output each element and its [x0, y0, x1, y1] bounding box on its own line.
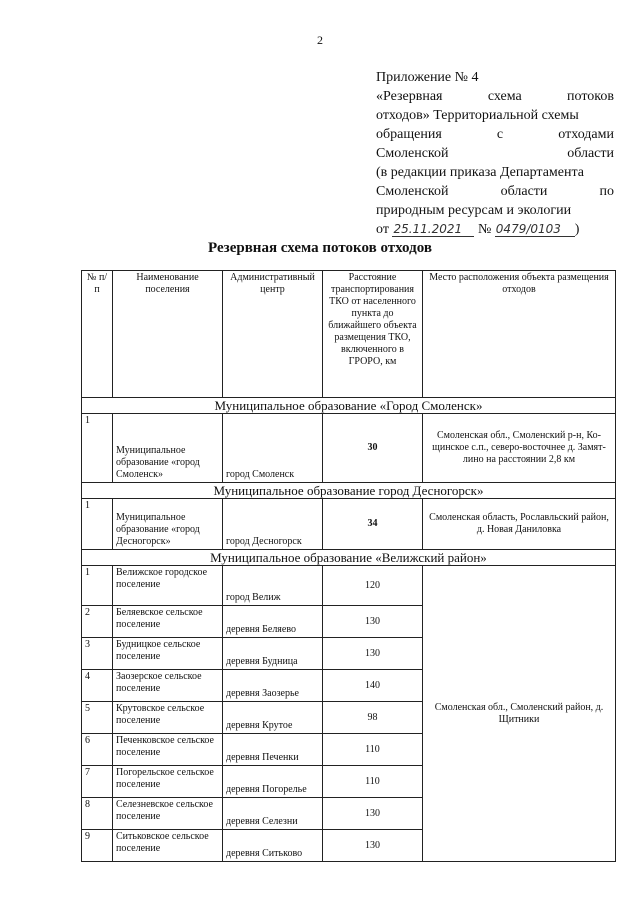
row-name: Селезневское сельское поселение [113, 798, 223, 830]
row-num: 1 [82, 566, 113, 606]
row-location: Смоленская обл., Смоленский р-н, Ко-щинское с.п., северо-восточнее д. Замят-лино на расстоянии 2,8 км [423, 414, 616, 483]
row-center: деревня Беляево [223, 606, 323, 638]
header-name: Наименование поселения [113, 271, 223, 398]
appendix-line-7 [376, 182, 614, 201]
row-name: Крутовское сельское поселение [113, 702, 223, 734]
row-distance: 130 [323, 830, 423, 862]
row-name: Печенковское сельское поселение [113, 734, 223, 766]
row-name: Муниципальное образование «город Смоленск» [113, 414, 223, 483]
row-distance: 110 [323, 734, 423, 766]
word: отходами [558, 127, 614, 142]
row-name: Заозерское сельское поселение [113, 670, 223, 702]
row-num: 3 [82, 638, 113, 670]
table-row [82, 566, 616, 606]
appendix-line-5 [376, 144, 614, 163]
word: области [567, 146, 614, 161]
appendix-header [376, 68, 614, 239]
row-center: деревня Заозерье [223, 670, 323, 702]
row-center: деревня Печенки [223, 734, 323, 766]
row-name: Будницкое сельское поселение [113, 638, 223, 670]
row-center: город Смоленск [223, 414, 323, 483]
row-num: 1 [82, 414, 113, 483]
document-title: Резервная схема потоков отходов [208, 240, 432, 256]
number-label: № [477, 222, 492, 237]
header-distance: Расстояние транспортирования ТКО от населенного пункта до ближайшего объекта размещения ТКО, включенного в ГРОРО, км [323, 271, 423, 398]
row-name: Ситьковское сельское поселение [113, 830, 223, 862]
row-distance: 120 [323, 566, 423, 606]
row-distance: 130 [323, 606, 423, 638]
waste-flow-table [81, 270, 616, 862]
appendix-line-3: отходов» Территориальной схемы [376, 108, 579, 123]
page-number: 2 [317, 33, 323, 47]
appendix-line-2 [376, 87, 614, 106]
word: «Резервная [376, 89, 443, 104]
row-center: деревня Селезни [223, 798, 323, 830]
table-row [82, 499, 616, 550]
closing-paren: ) [574, 222, 580, 237]
row-distance: 130 [323, 638, 423, 670]
word: Смоленской [376, 146, 449, 161]
header-center: Административный центр [223, 271, 323, 398]
section-row [82, 550, 616, 566]
section-row [82, 398, 616, 414]
row-num: 2 [82, 606, 113, 638]
row-name: Беляевское сельское поселение [113, 606, 223, 638]
row-center: деревня Крутое [223, 702, 323, 734]
section-title: Муниципальное образование «Город Смоленск» [82, 398, 616, 414]
row-num: 8 [82, 798, 113, 830]
header-num: № п/п [82, 271, 113, 398]
row-distance: 140 [323, 670, 423, 702]
row-center: деревня Ситьково [223, 830, 323, 862]
appendix-date-line [376, 220, 614, 239]
handwritten-number: 0479/0103 [495, 222, 575, 237]
row-center: город Десногорск [223, 499, 323, 550]
row-center: город Велиж [223, 566, 323, 606]
row-location-shared: Смоленская обл., Смоленский район, д. Щитники [423, 566, 616, 862]
word: с [496, 127, 504, 142]
row-num: 7 [82, 766, 113, 798]
appendix-line-6: (в редакции приказа Департамента [376, 165, 584, 180]
row-num: 4 [82, 670, 113, 702]
word: обращения [376, 127, 442, 142]
row-num: 1 [82, 499, 113, 550]
row-location: Смоленская область, Рославльский район, д. Новая Даниловка [423, 499, 616, 550]
row-name: Погорельское сельское поселение [113, 766, 223, 798]
row-center: деревня Будница [223, 638, 323, 670]
word: схема [487, 89, 522, 104]
row-num: 9 [82, 830, 113, 862]
appendix-line-8: природным ресурсам и экологии [376, 203, 572, 218]
table-row [82, 414, 616, 483]
row-distance: 130 [323, 798, 423, 830]
word: потоков [567, 89, 614, 104]
row-center: деревня Погорелье [223, 766, 323, 798]
row-distance: 110 [323, 766, 423, 798]
row-distance: 30 [323, 414, 423, 483]
row-distance: 34 [323, 499, 423, 550]
row-name: Муниципальное образование «город Десногорск» [113, 499, 223, 550]
from-label: от [376, 222, 389, 237]
section-title: Муниципальное образование «Велижский район» [82, 550, 616, 566]
row-distance: 98 [323, 702, 423, 734]
row-name: Велижское городское поселение [113, 566, 223, 606]
table-header-row [82, 271, 616, 398]
word: по [599, 184, 614, 199]
section-row [82, 483, 616, 499]
appendix-title: Приложение № 4 [376, 70, 479, 85]
word: области [500, 184, 548, 199]
handwritten-date: 25.11.2021 [392, 222, 474, 237]
header-location: Место расположения объекта размещения отходов [423, 271, 616, 398]
row-num: 6 [82, 734, 113, 766]
section-title: Муниципальное образование город Десногорск» [82, 483, 616, 499]
appendix-line-4 [376, 125, 614, 144]
row-num: 5 [82, 702, 113, 734]
word: Смоленской [376, 184, 449, 199]
